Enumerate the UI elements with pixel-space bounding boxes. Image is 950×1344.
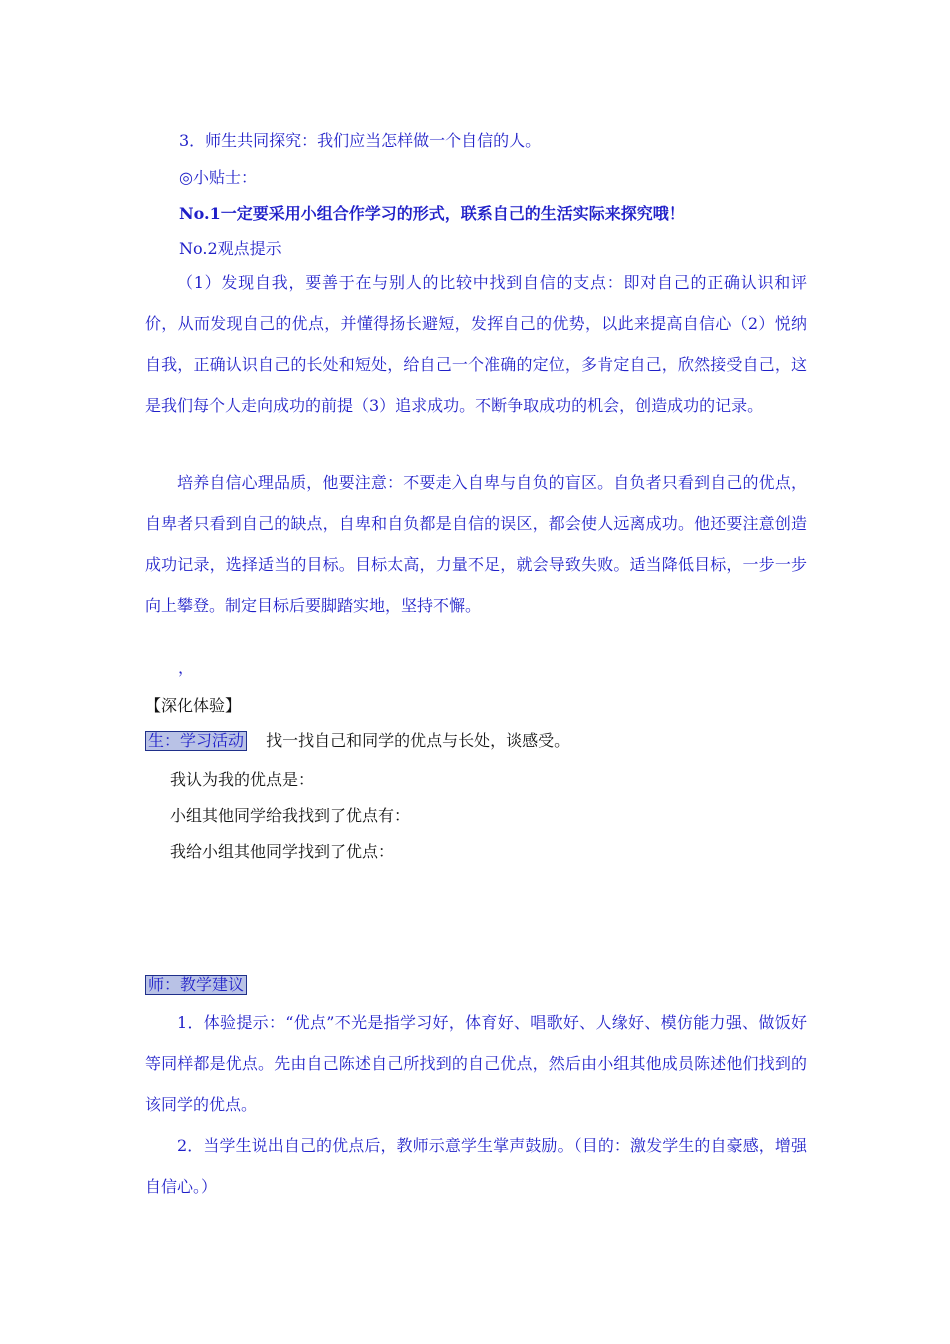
activity-text: 找一找自己和同学的优点与长处，谈感受。	[266, 731, 571, 750]
tips-label: ◎小贴士：	[179, 168, 257, 187]
others-strengths-line: 我给小组其他同学找到了优点：	[170, 842, 395, 861]
section3-heading: 3．师生共同探究：我们应当怎样做一个自信的人。	[179, 131, 542, 150]
viewpoint-paragraph-2: 培养自信心理品质，他要注意：不要走入自卑与自负的盲区。自负者只看到自己的优点，自卑者只看到自己的缺点，自卑和自负都是自信的误区，都会使人远离成功。他还要注意创造成功记录，选择适当的目标。目标太高，力量不足，就会导致失败。适当降低目标，一步一步向上攀登。制定目标后要脚踏实地，坚持不懈。	[145, 473, 807, 615]
teaching-tip-1: 1．体验提示：“优点”不光是指学习好，体育好、唱歌好、人缘好、模仿能力强、做饭好等同样都是优点。先由自己陈述自己所找到的自己优点，然后由小组其他成员陈述他们找到的该同学的优点。	[145, 1013, 807, 1114]
viewpoint-paragraph-1: （1）发现自我，要善于在与别人的比较中找到自信的支点：即对自己的正确认识和评价，从而发现自己的优点，并懂得扬长避短，发挥自己的优势，以此来提高自信心（2）悦纳自我，正确认识自己的长处和短处，给自己一个准确的定位，多肯定自己，欣然接受自己，这是我们每个人走向成功的前提（3）追求成功。不断争取成功的机会，创造成功的记录。	[145, 273, 807, 415]
teacher-suggestion-row	[145, 975, 247, 995]
tip-no2: No.2观点提示	[179, 239, 282, 258]
deepen-heading: 【深化体验】	[145, 696, 242, 715]
stray-mark: ，	[178, 658, 195, 677]
teaching-tip-2: 2．当学生说出自己的优点后，教师示意学生掌声鼓励。（目的：激发学生的自豪感，增强自信心。）	[145, 1136, 807, 1196]
teacher-tag: 师：教学建议	[145, 975, 247, 995]
tip-no1: No.1一定要采用小组合作学习的形式，联系自己的生活实际来探究哦！	[179, 204, 685, 223]
group-strengths-line: 小组其他同学给我找到了优点有：	[170, 806, 411, 825]
my-strengths-line: 我认为我的优点是：	[170, 770, 315, 789]
student-activity-row	[145, 728, 570, 751]
student-tag: 生：学习活动	[145, 731, 247, 751]
